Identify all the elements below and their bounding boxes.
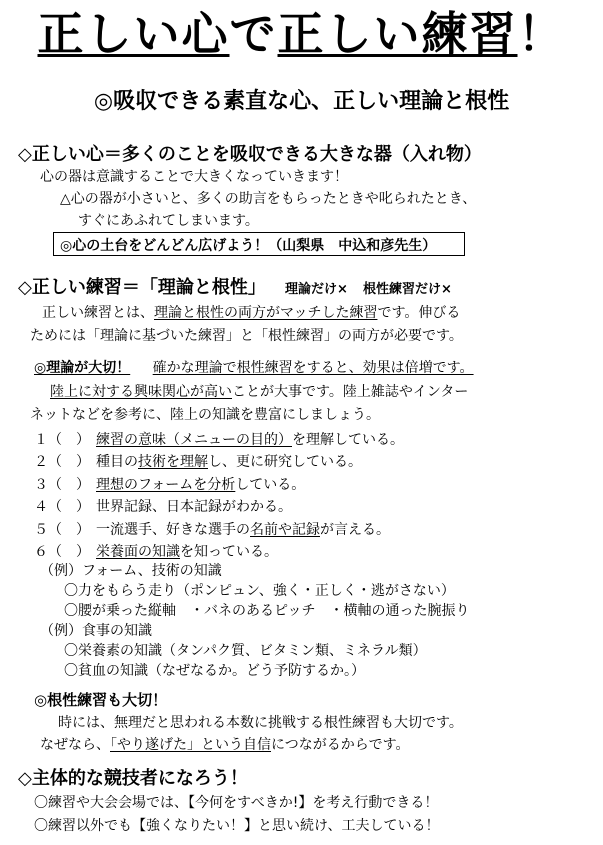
checklist-underlined: 理想のフォームを分析 bbox=[96, 476, 236, 493]
checklist-text: している。 bbox=[235, 476, 306, 493]
guts-line2b: 「やり遂げた」という自信 bbox=[110, 737, 271, 753]
checklist-item bbox=[34, 451, 362, 471]
guts-heading: ◎根性練習も大切！ bbox=[34, 691, 168, 709]
section3-line2: 〇練習以外でも【強くなりたい！】と思い続け、工夫している！ bbox=[34, 818, 440, 834]
guts-line1: 時には、無理だと思われる本数に挑戦する根性練習も大切です。 bbox=[58, 715, 463, 731]
theory-heading-row bbox=[34, 357, 474, 377]
checklist-item bbox=[34, 541, 278, 561]
boxed-note-text: ◎心の土台をどんどん広げよう！（山梨県 中込和彦先生） bbox=[60, 238, 437, 254]
title-part4: ！ bbox=[517, 7, 566, 61]
section2-p1b: 理論と根性の両方がマッチした練習 bbox=[154, 305, 378, 321]
section3-heading: ◇主体的な競技者になろう！ bbox=[18, 768, 248, 789]
section2-heading-row bbox=[18, 273, 452, 299]
checklist-item bbox=[34, 429, 404, 449]
example2-item-b: 〇貧血の知識（なぜなるか。どう予防するか。） bbox=[64, 663, 365, 679]
theory-line3: ネットなどを参考に、陸上の知識を豊富にしましょう。 bbox=[30, 407, 380, 423]
section1-line2: △心の器が小さいと、多くの助言をもらったときや叱られたとき、 bbox=[60, 191, 477, 207]
example2-label: （例）食事の知識 bbox=[40, 623, 152, 639]
example1-item-a: 〇力をもらう走り（ポンピュン、強く・正しく・逃がさない） bbox=[64, 583, 455, 599]
theory-heading: ◎理論が大切！ bbox=[34, 360, 131, 376]
checklist-item bbox=[34, 474, 305, 494]
title-part2: で bbox=[229, 7, 278, 61]
checklist-text: を理解している。 bbox=[292, 432, 404, 448]
section1-line3: すぐにあふれてしまいます。 bbox=[78, 213, 259, 229]
theory-line2a: 陸上に対する興味関心が高い bbox=[50, 384, 232, 400]
guts-line2c: につながるからです。 bbox=[271, 737, 410, 753]
checklist-text: 一流選手、好きな選手の bbox=[96, 521, 250, 538]
guts-line2 bbox=[40, 734, 409, 754]
example1-item-b: 〇腰が乗った縦軸 ・バネのあるピッチ ・横軸の通った腕振り bbox=[64, 603, 470, 619]
guts-line2a: なぜなら、 bbox=[40, 737, 110, 753]
section2-heading: ◇正しい練習＝「理論と根性」 bbox=[18, 277, 266, 298]
checklist-number: ５（ ） bbox=[34, 521, 90, 538]
checklist-text: を知っている。 bbox=[180, 544, 278, 560]
theory-heading-rest: 確かな理論で根性練習をすると、効果は倍増です。 bbox=[152, 360, 474, 376]
theory-line2 bbox=[50, 381, 468, 401]
title-part1: 正しい心 bbox=[37, 7, 230, 61]
section1-heading: ◇正しい心＝多くのことを吸収できる大きな器（入れ物） bbox=[18, 144, 482, 165]
section1-line1: 心の器は意識することで大きくなっていきます！ bbox=[40, 169, 348, 185]
section2-p1c: です。伸びる bbox=[377, 305, 461, 321]
section2-p2: ためには「理論に基づいた練習」と「根性練習」の両方が必要です。 bbox=[30, 328, 463, 344]
checklist-number: ３（ ） bbox=[34, 476, 90, 493]
checklist-underlined: 栄養面の知識 bbox=[96, 544, 180, 560]
checklist-item bbox=[34, 519, 390, 539]
section2-p1 bbox=[42, 302, 460, 322]
page-title bbox=[0, 6, 603, 62]
checklist-number: ２（ ） bbox=[34, 454, 90, 471]
section3-line1: 〇練習や大会会場では、【今何をすべきか!】を考え行動できる！ bbox=[34, 795, 439, 811]
checklist-underlined: 練習の意味（メニューの目的） bbox=[96, 432, 292, 448]
section2-p1a: 正しい練習とは、 bbox=[42, 305, 154, 321]
checklist-text: が言える。 bbox=[320, 521, 390, 538]
checklist-underlined: 技術を理解 bbox=[138, 454, 208, 471]
checklist-item bbox=[34, 496, 292, 516]
example2-item-a: 〇栄養素の知識（タンパク質、ビタミン類、ミネラル類） bbox=[64, 643, 427, 659]
checklist-number: ４（ ） bbox=[34, 499, 90, 516]
example1-label: （例）フォーム、技術の知識 bbox=[40, 563, 222, 579]
title-part3: 正しい練習 bbox=[277, 7, 518, 61]
checklist-text: し、更に研究している。 bbox=[208, 454, 362, 471]
tag-theory-only: 理論だけ× bbox=[284, 282, 348, 297]
theory-line2b: ことが大事です。陸上雑誌やインター bbox=[232, 384, 469, 400]
checklist-number: ６（ ） bbox=[34, 544, 90, 560]
boxed-note bbox=[53, 232, 465, 256]
checklist-text: 世界記録、日本記録がわかる。 bbox=[96, 499, 292, 516]
checklist-text: 種目の bbox=[96, 454, 138, 471]
checklist-underlined: 名前や記録 bbox=[250, 521, 320, 538]
tag-guts-only: 根性練習だけ× bbox=[362, 282, 452, 297]
subtitle: ◎吸収できる素直な心、正しい理論と根性 bbox=[93, 89, 510, 114]
checklist-number: １（ ） bbox=[34, 432, 90, 448]
